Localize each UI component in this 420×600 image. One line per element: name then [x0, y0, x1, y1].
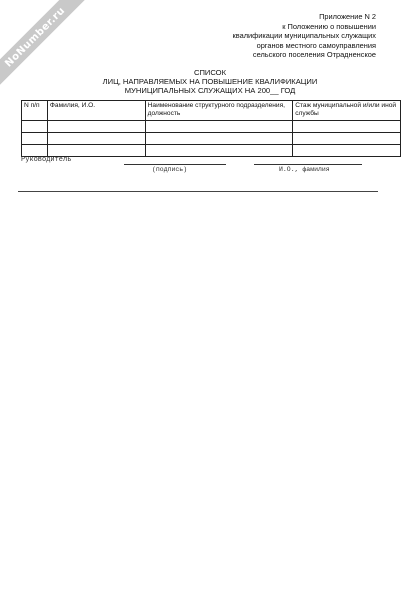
appendix-line: квалификации муниципальных служащих — [232, 31, 376, 41]
column-header-name: Фамилия, И.О. — [47, 101, 145, 121]
table-cell — [293, 133, 401, 145]
table-row — [22, 121, 401, 133]
column-header-department: Наименование структурного подразделения, должность — [145, 101, 293, 121]
table-cell — [47, 145, 145, 157]
title-line-1: СПИСОК — [193, 68, 227, 77]
signature-block — [0, 156, 420, 196]
table-cell — [145, 145, 293, 157]
table-cell — [293, 145, 401, 157]
table-cell — [293, 121, 401, 133]
column-header-experience: Стаж муниципальной и/или иной службы — [293, 101, 401, 121]
table-cell — [145, 121, 293, 133]
table-row — [22, 133, 401, 145]
appendix-line: Приложение N 2 — [319, 12, 376, 21]
table-cell — [22, 145, 48, 157]
column-header-number: N п/п — [22, 101, 48, 121]
table-cell — [47, 121, 145, 133]
title-line-2: ЛИЦ, НАПРАВЛЯЕМЫХ НА ПОВЫШЕНИЕ КВАЛИФИКАЦИИ — [102, 77, 318, 86]
table-row — [22, 145, 401, 157]
appendix-line: сельского поселения Отрадненское — [252, 50, 376, 60]
appendix-line: к Положению о повышении — [282, 21, 376, 31]
name-caption: И.О., фамилия — [279, 166, 330, 173]
signature-line — [124, 164, 226, 165]
table-cell — [22, 133, 48, 145]
appendix-line: органов местного самоуправления — [256, 40, 376, 50]
title-line-3: МУНИЦИПАЛЬНЫХ СЛУЖАЩИХ НА 200__ ГОД — [124, 86, 296, 95]
table-cell — [22, 121, 48, 133]
signature-caption: (подпись) — [152, 166, 188, 173]
name-line — [254, 164, 362, 165]
bottom-rule — [18, 191, 378, 192]
document-title — [0, 68, 420, 95]
table-cell — [145, 133, 293, 145]
table-header-row — [22, 101, 401, 121]
table-cell — [47, 133, 145, 145]
watermark-text: NoNumber.ru — [2, 4, 68, 70]
personnel-table — [21, 100, 401, 157]
signatory-label: Руководитель — [21, 156, 72, 164]
appendix-note — [156, 12, 376, 60]
